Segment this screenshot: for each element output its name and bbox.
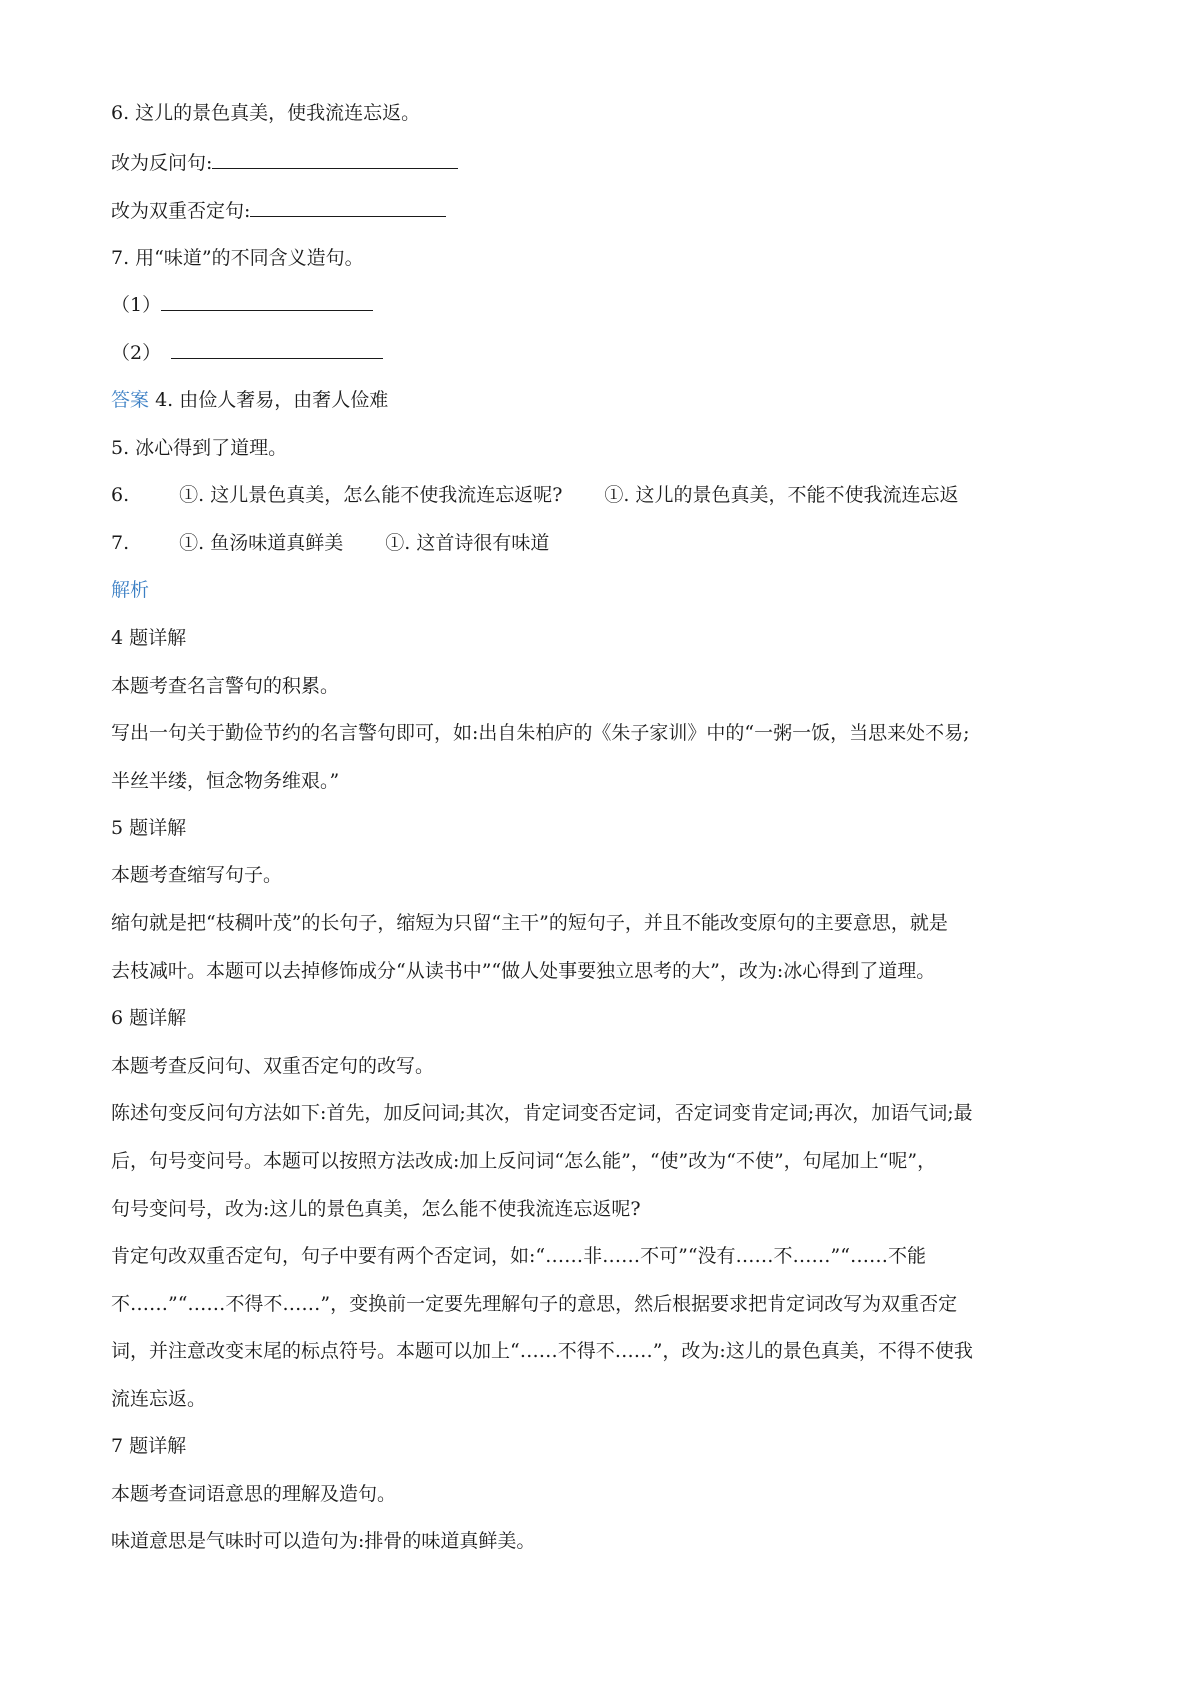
- detail-6-line-6: 不……”“……不得不……”，变换前一定要先理解句子的意思，然后根据要求把肯定词改写为双重否定: [111, 1293, 958, 1315]
- answer-row-7: [111, 530, 549, 556]
- double-negative-label: 改为双重否定句:: [111, 200, 251, 222]
- rhetorical-label: 改为反问句:: [111, 152, 213, 174]
- detail-5-line-3: 去枝减叶。本题可以去掉修饰成分“从读书中”“做人处事要独立思考的大”，改为:冰心得到了道理。: [111, 960, 936, 982]
- item-2-label: （2）: [111, 342, 162, 364]
- analysis-tag: 解析: [111, 579, 150, 601]
- double-negative-answer-blank[interactable]: [250, 198, 446, 217]
- answer-row-4: [111, 387, 388, 413]
- detail-6-line-5: 肯定句改双重否定句，句子中要有两个否定词，如:“……非……不可”“没有……不……”“……不能: [111, 1245, 926, 1267]
- detail-6-line-2: 陈述句变反问句方法如下:首先，加反问词;其次，肯定词变否定词，否定词变肯定词;再次，加语气词;最: [111, 1102, 973, 1124]
- detail-5-title: 5 题详解: [111, 817, 187, 839]
- question-7-stem: 7. 用“味道”的不同含义造句。: [111, 247, 364, 269]
- detail-4-line-1: 本题考查名言警句的积累。: [111, 675, 340, 697]
- detail-6-line-8: 流连忘返。: [111, 1388, 207, 1410]
- answer-5-text: 5. 冰心得到了道理。: [111, 437, 288, 459]
- detail-4-line-3: 半丝半缕，恒念物务维艰。”: [111, 770, 340, 792]
- detail-7-line-2: 味道意思是气味时可以造句为:排骨的味道真鲜美。: [111, 1530, 536, 1552]
- answer-7-number: 7.: [111, 532, 130, 554]
- question-6-double-negative-row: [111, 198, 446, 224]
- answer-6-number: 6.: [111, 484, 130, 506]
- answer-7-part-2: ①. 这首诗很有味道: [385, 532, 550, 554]
- answer-7-part-1: ①. 鱼汤味道真鲜美: [179, 532, 344, 554]
- detail-5-line-1: 本题考查缩写句子。: [111, 864, 283, 886]
- question-6-stem: 6. 这儿的景色真美，使我流连忘返。: [111, 102, 421, 124]
- item-2-answer-blank[interactable]: [171, 340, 383, 359]
- detail-6-title: 6 题详解: [111, 1007, 187, 1029]
- item-1-answer-blank[interactable]: [161, 292, 373, 311]
- detail-6-line-1: 本题考查反问句、双重否定句的改写。: [111, 1055, 435, 1077]
- detail-4-line-2: 写出一句关于勤俭节约的名言警句即可，如:出自朱柏庐的《朱子家训》中的“一粥一饭，当思来处不易;: [111, 722, 970, 744]
- answer-6-part-2: ①. 这儿的景色真美，不能不使我流连忘返: [604, 484, 959, 506]
- detail-4-title: 4 题详解: [111, 627, 187, 649]
- answer-4-text: 4. 由俭人奢易，由奢人俭难: [155, 389, 389, 411]
- question-7-item-1: [111, 292, 373, 318]
- answer-tag: 答案: [111, 389, 150, 411]
- question-7-item-2: [111, 340, 383, 366]
- detail-6-line-7: 词，并注意改变末尾的标点符号。本题可以加上“……不得不……”，改为:这儿的景色真美，不得不使我: [111, 1340, 973, 1362]
- rhetorical-answer-blank[interactable]: [212, 150, 458, 169]
- answer-row-6: [111, 482, 959, 508]
- detail-6-line-4: 句号变问号，改为:这儿的景色真美，怎么能不使我流连忘返呢?: [111, 1198, 641, 1220]
- detail-7-line-1: 本题考查词语意思的理解及造句。: [111, 1483, 397, 1505]
- answer-6-part-1: ①. 这儿景色真美，怎么能不使我流连忘返呢?: [179, 484, 563, 506]
- detail-7-title: 7 题详解: [111, 1435, 187, 1457]
- question-6-rhetorical-row: [111, 150, 458, 176]
- detail-5-line-2: 缩句就是把“枝稠叶茂”的长句子，缩短为只留“主干”的短句子，并且不能改变原句的主要意思，就是: [111, 912, 948, 934]
- item-1-label: （1）: [111, 294, 162, 316]
- detail-6-line-3: 后，句号变问号。本题可以按照方法改成:加上反问词“怎么能”，“使”改为“不使”，句尾加上“呢”，: [111, 1150, 937, 1172]
